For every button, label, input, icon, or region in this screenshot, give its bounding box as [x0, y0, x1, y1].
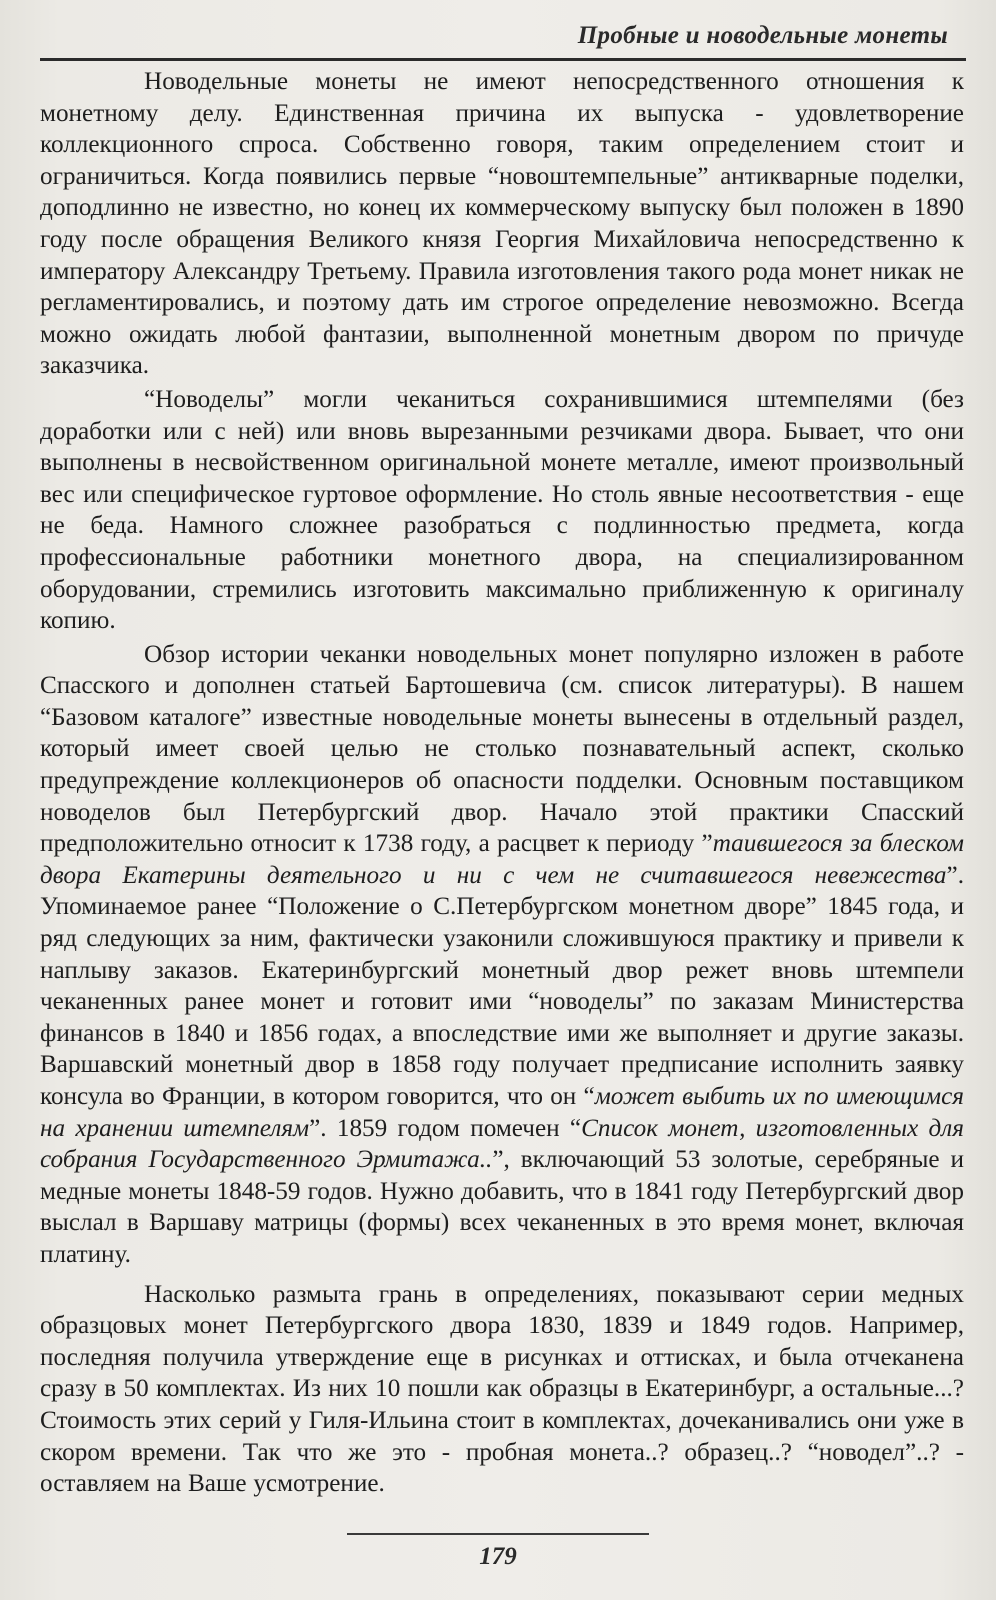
running-title: Пробные и новодельные монеты [577, 22, 948, 49]
footer-rule [347, 1533, 649, 1535]
paragraph-4-text: Насколько размыта грань в определениях, показывают серии медных образцовых монет Петербургского двора 1830, 1839 и 1849 годов. Например, последняя получила утверждение еще в рисунках и оттисках, и была отчеканена сразу в 50 комплектах. Из них 10 пошли как образцы в Екатеринбург, а остальные...? Стоимость этих серий у Гиля-Ильина стоит в комплектах, дочеканивались они уже в скором времени. Так что же это - пробная монета..? образец..? “новодел”..? - оставляем на Ваше усмотрение. [40, 1280, 964, 1498]
paragraph-3-quote-italic: таившегося за блеском двора Екатерины деятельного и ни с чем не считавшегося невежества [40, 830, 964, 889]
body-text [40, 66, 964, 1500]
paragraph-2-text: “Новоделы” могли чеканиться сохранившимися штемпелями (без доработки или с ней) или вновь вырезанными резчиками двора. Бывает, что они выполнены в несвойственном оригинальной монете металле, имеют произвольный вес или специфическое гуртовое оформление. Но столь явные несоответствия - еще не беда. Намного сложнее разобраться с подлинностью предмета, когда профессиональные работники монетного двора, на специализированном оборудовании, стремились изготовить максимально приближенную к оригиналу копию. [40, 385, 964, 635]
paragraph-3-text-a: Обзор истории чеканки новодельных монет популярно изложен в работе Спасского и дополнен статьей Бартошевича (см. список литературы). В нашем “Базовом каталоге” известные новодельные монеты вынесены в отдельный раздел, который имеет своей целью не столько познавательный аспект, сколько предупреждение коллекционеров об опасности подделки. Основным поставщиком новоделов был Петербургский двор. Начало этой практики Спасский предположительно относит к 1738 году, а расцвет к периоду ” [40, 640, 964, 858]
paragraph-1-text: Новодельные монеты не имеют непосредственного отношения к монетному делу. Единственная причина их выпуска - удовлетворение коллекционного спроса. Собственно говоря, таким определением стоит и ограничиться. Когда появились первые “новоштемпельные” антикварные поделки, доподлинно не известно, но конец их коммерческому выпуску был положен в 1890 году после обращения Великого князя Георгия Михайловича непосредственно к императору Александру Третьему. Правила изготовления такого рода монет никак не регламентировались, и поэтому дать им строгое определение невозможно. Всегда можно ожидать любой фантазии, выполненной монетным двором по причуде заказчика. [40, 68, 964, 380]
paragraph-4 [40, 1279, 964, 1500]
paragraph-2 [40, 384, 964, 637]
paragraph-3-text-d: ”, включающий 53 золотые, серебряные и медные монеты 1848-59 годов. Нужно добавить, что в 1841 году Петербургский двор выслал в Варшаву матрицы (формы) всех чеканенных в это время монет, включая платину. [40, 1146, 964, 1268]
paragraph-3 [40, 639, 964, 1271]
paragraph-3-quote-italic-3: Список монет, изготовленных для собрания Государственного Эрмитажа.. [40, 1114, 964, 1174]
paragraph-1 [40, 66, 964, 382]
header-rule [40, 58, 966, 61]
page-number: 179 [479, 1543, 517, 1570]
paragraph-3-text-b: ”. Упоминаемое ранее “Положение о С.Петербургском монетном дворе” 1845 года, и ряд следующих за ним, фактически узаконили сложившуюся практику и привели к наплыву заказов. Екатеринбургский монетный двор режет вновь штемпели чеканенных ранее монет и готовит ими “новоделы” по заказам Министерства финансов в 1840 и 1856 годах, а впоследствие ими же выполняет и другие заказы. Варшавский монетный двор в 1858 году получает предписание исполнить заявку консула во Франции, в котором говорится, что он “ [40, 861, 964, 1110]
paragraph-3-quote-italic-2: может выбить их по имеющимся на хранении штемпелям [40, 1083, 964, 1142]
paragraph-3-text-c: ”. 1859 годом помечен “ [309, 1114, 582, 1142]
